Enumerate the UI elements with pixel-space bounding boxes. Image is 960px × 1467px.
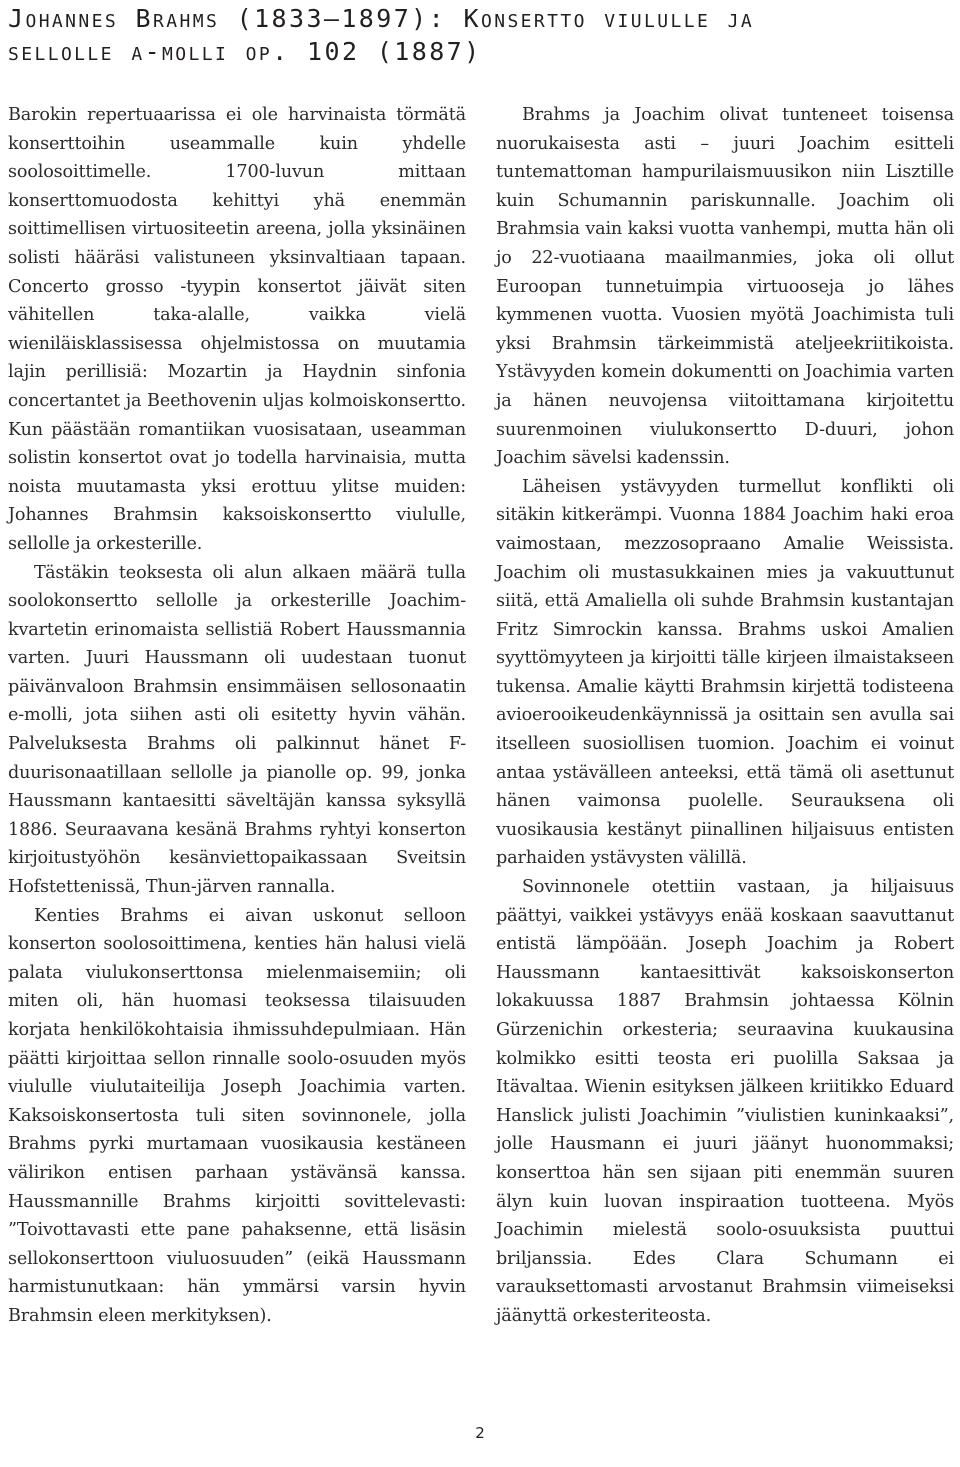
article-title-line-1: Johannes Brahms (1833–1897): Konsertto viululle ja	[8, 4, 755, 33]
paragraph-left-3: Kenties Brahms ei aivan uskonut selloon konserton soolosoittimena, kenties hän halusi vielä palata viulukonserttonsa mielenmaisemiin; oli miten oli, hän huomasi teoksessa tilaisuuden korjata henkilökohtaisia ihmissuhdepulmiaan. Hän päätti kirjoittaa sellon rinnalle soolo-osuuden myös viululle viulutaiteilija Joseph Joachimia varten. Kaksoiskonsertosta tuli siten sovinnonele, jolla Brahms pyrki murtamaan vuosikausia kestäneen välirikon entisen parhaan ystävänsä kanssa. Haussmannille Brahms kirjoitti sovittelevasti: ”Toivottavasti ette pane pahaksenne, että lisäsin sellokonserttoon viuluosuuden” (eikä Haussmann harmistunutkaan: hän ymmärsi varsin hyvin Brahmsin eleen merkityksen).	[8, 905, 466, 1326]
paragraph-right-1: Brahms ja Joachim olivat tunteneet toisensa nuorukaisesta asti – juuri Joachim esitteli tuntemattoman hampurilaismuusikon niin Lisztille kuin Schumannin pariskunnalle. Joachim oli Brahmsia vain kaksi vuotta vanhempi, mutta hän oli jo 22-vuotiaana maailmanmies, joka oli ollut Euroopan tunnetuimpia virtuooseja jo lähes kymmenen vuotta. Vuosien myötä Joachimista tuli yksi Brahmsin tärkeimmistä ateljeekriitikoista. Ystävyyden komein dokumentti on Joachimia varten ja hänen neuvojensa viitoittamana kirjoitettu suurenmoinen viulukonsertto D-duuri, johon Joachim sävelsi kadenssin.	[496, 105, 954, 469]
paragraph-right-3: Sovinnonele otettiin vastaan, ja hiljaisuus päättyi, vaikkei ystävyys enää koskaan saavuttanut entistä lämpöään. Joseph Joachim ja Robert Haussmann kantaesittivät kaksoiskonserton lokakuussa 1887 Brahmsin johtaessa Kölnin Gürzenichin orkesteria; seuraavina kuukausina kolmikko esitti teosta eri puolilla Saksaa ja Itävaltaa. Wienin esityksen jälkeen kriitikko Eduard Hanslick julisti Joachimin ”viulistien kuninkaaksi”, jolle Hausmann ei juuri jäänyt huonommaksi; konserttoa hän sen sijaan piti enemmän suuren älyn kuin luovan inspiraation tuotteena. Myös Joachimin mielestä soolo-osuuksista puuttui briljanssia. Edes Clara Schumann ei varauksettomasti arvostanut Brahmsin viimeiseksi jäänyttä orkesteriteosta.	[496, 877, 954, 1326]
left-text-column	[8, 101, 466, 1331]
paragraph-left-2: Tästäkin teoksesta oli alun alkaen määrä tulla soolokonsertto sellolle ja orkesterille Joachim-kvartetin erinomaista sellistiä Robert Haussmannia varten. Juuri Haussmann oli uudestaan tuonut päivänvaloon Brahmsin ensimmäisen sellosonaatin e-molli, jota siihen asti oli esitetty hyvin vähän. Palveluksesta Brahms oli palkinnut hänet F-duurisonaatillaan sellolle ja pianolle op. 99, jonka Haussmann kantaesitti säveltäjän kanssa syksyllä 1886. Seuraavana kesänä Brahms ryhtyi konserton kirjoitustyöhön kesänviettopaikassaan Sveitsin Hofstettenissä, Thun-järven rannalla.	[8, 562, 466, 898]
article-title-line-2: sellolle a-molli op. 102 (1887)	[8, 37, 482, 66]
paragraph-left-1: Barokin repertuaarissa ei ole harvinaista törmätä konserttoihin useammalle kuin yhdelle soolosoittimelle. 1700-luvun mittaan konserttomuodosta kehittyi yhä enemmän soittimellisen virtuositeetin areena, jolla yksinäinen solisti hääräsi valistuneen yksinvaltiaan tapaan. Concerto grosso -tyypin konsertot jäivät siten vähitellen taka-alalle, vaikka vielä wieniläisklassisessa ohjelmistossa on muutamia lajin perillisiä: Mozartin ja Haydnin sinfonia concertantet ja Beethovenin uljas kolmoiskonsertto. Kun päästään romantiikan vuosisataan, useamman solistin konsertot ovat jo todella harvinaisia, mutta noista muutamasta yksi erottuu ylitse muiden: Johannes Brahmsin kaksoiskonsertto viululle, sellolle ja orkesterille.	[8, 105, 466, 554]
article-title	[8, 2, 952, 68]
right-text-column	[496, 101, 954, 1331]
paragraph-right-2: Läheisen ystävyyden turmellut konflikti oli sitäkin kitkerämpi. Vuonna 1884 Joachim haki eroa vaimostaan, mezzosopraano Amalie Weissista. Joachim oli mustasukkainen mies ja vakuuttunut siitä, että Amaliella oli suhde Brahmsin kustantajan Fritz Simrockin kanssa. Brahms uskoi Amalien syyttömyyteen ja kirjoitti tälle kirjeen ilmaistakseen tukensa. Amalie käytti Brahmsin kirjettä todisteena avioerooikeudenkäynnissä ja osittain sen avulla sai itselleen suosiollisen tuomion. Joachim ei voinut antaa ystävälleen anteeksi, että tämä oli asettunut hänen vaimonsa puolelle. Seurauksena oli vuosikausia kestänyt piinallinen hiljaisuus entisten parhaiden ystävysten välillä.	[496, 476, 954, 869]
page-number: 2	[475, 1424, 485, 1442]
